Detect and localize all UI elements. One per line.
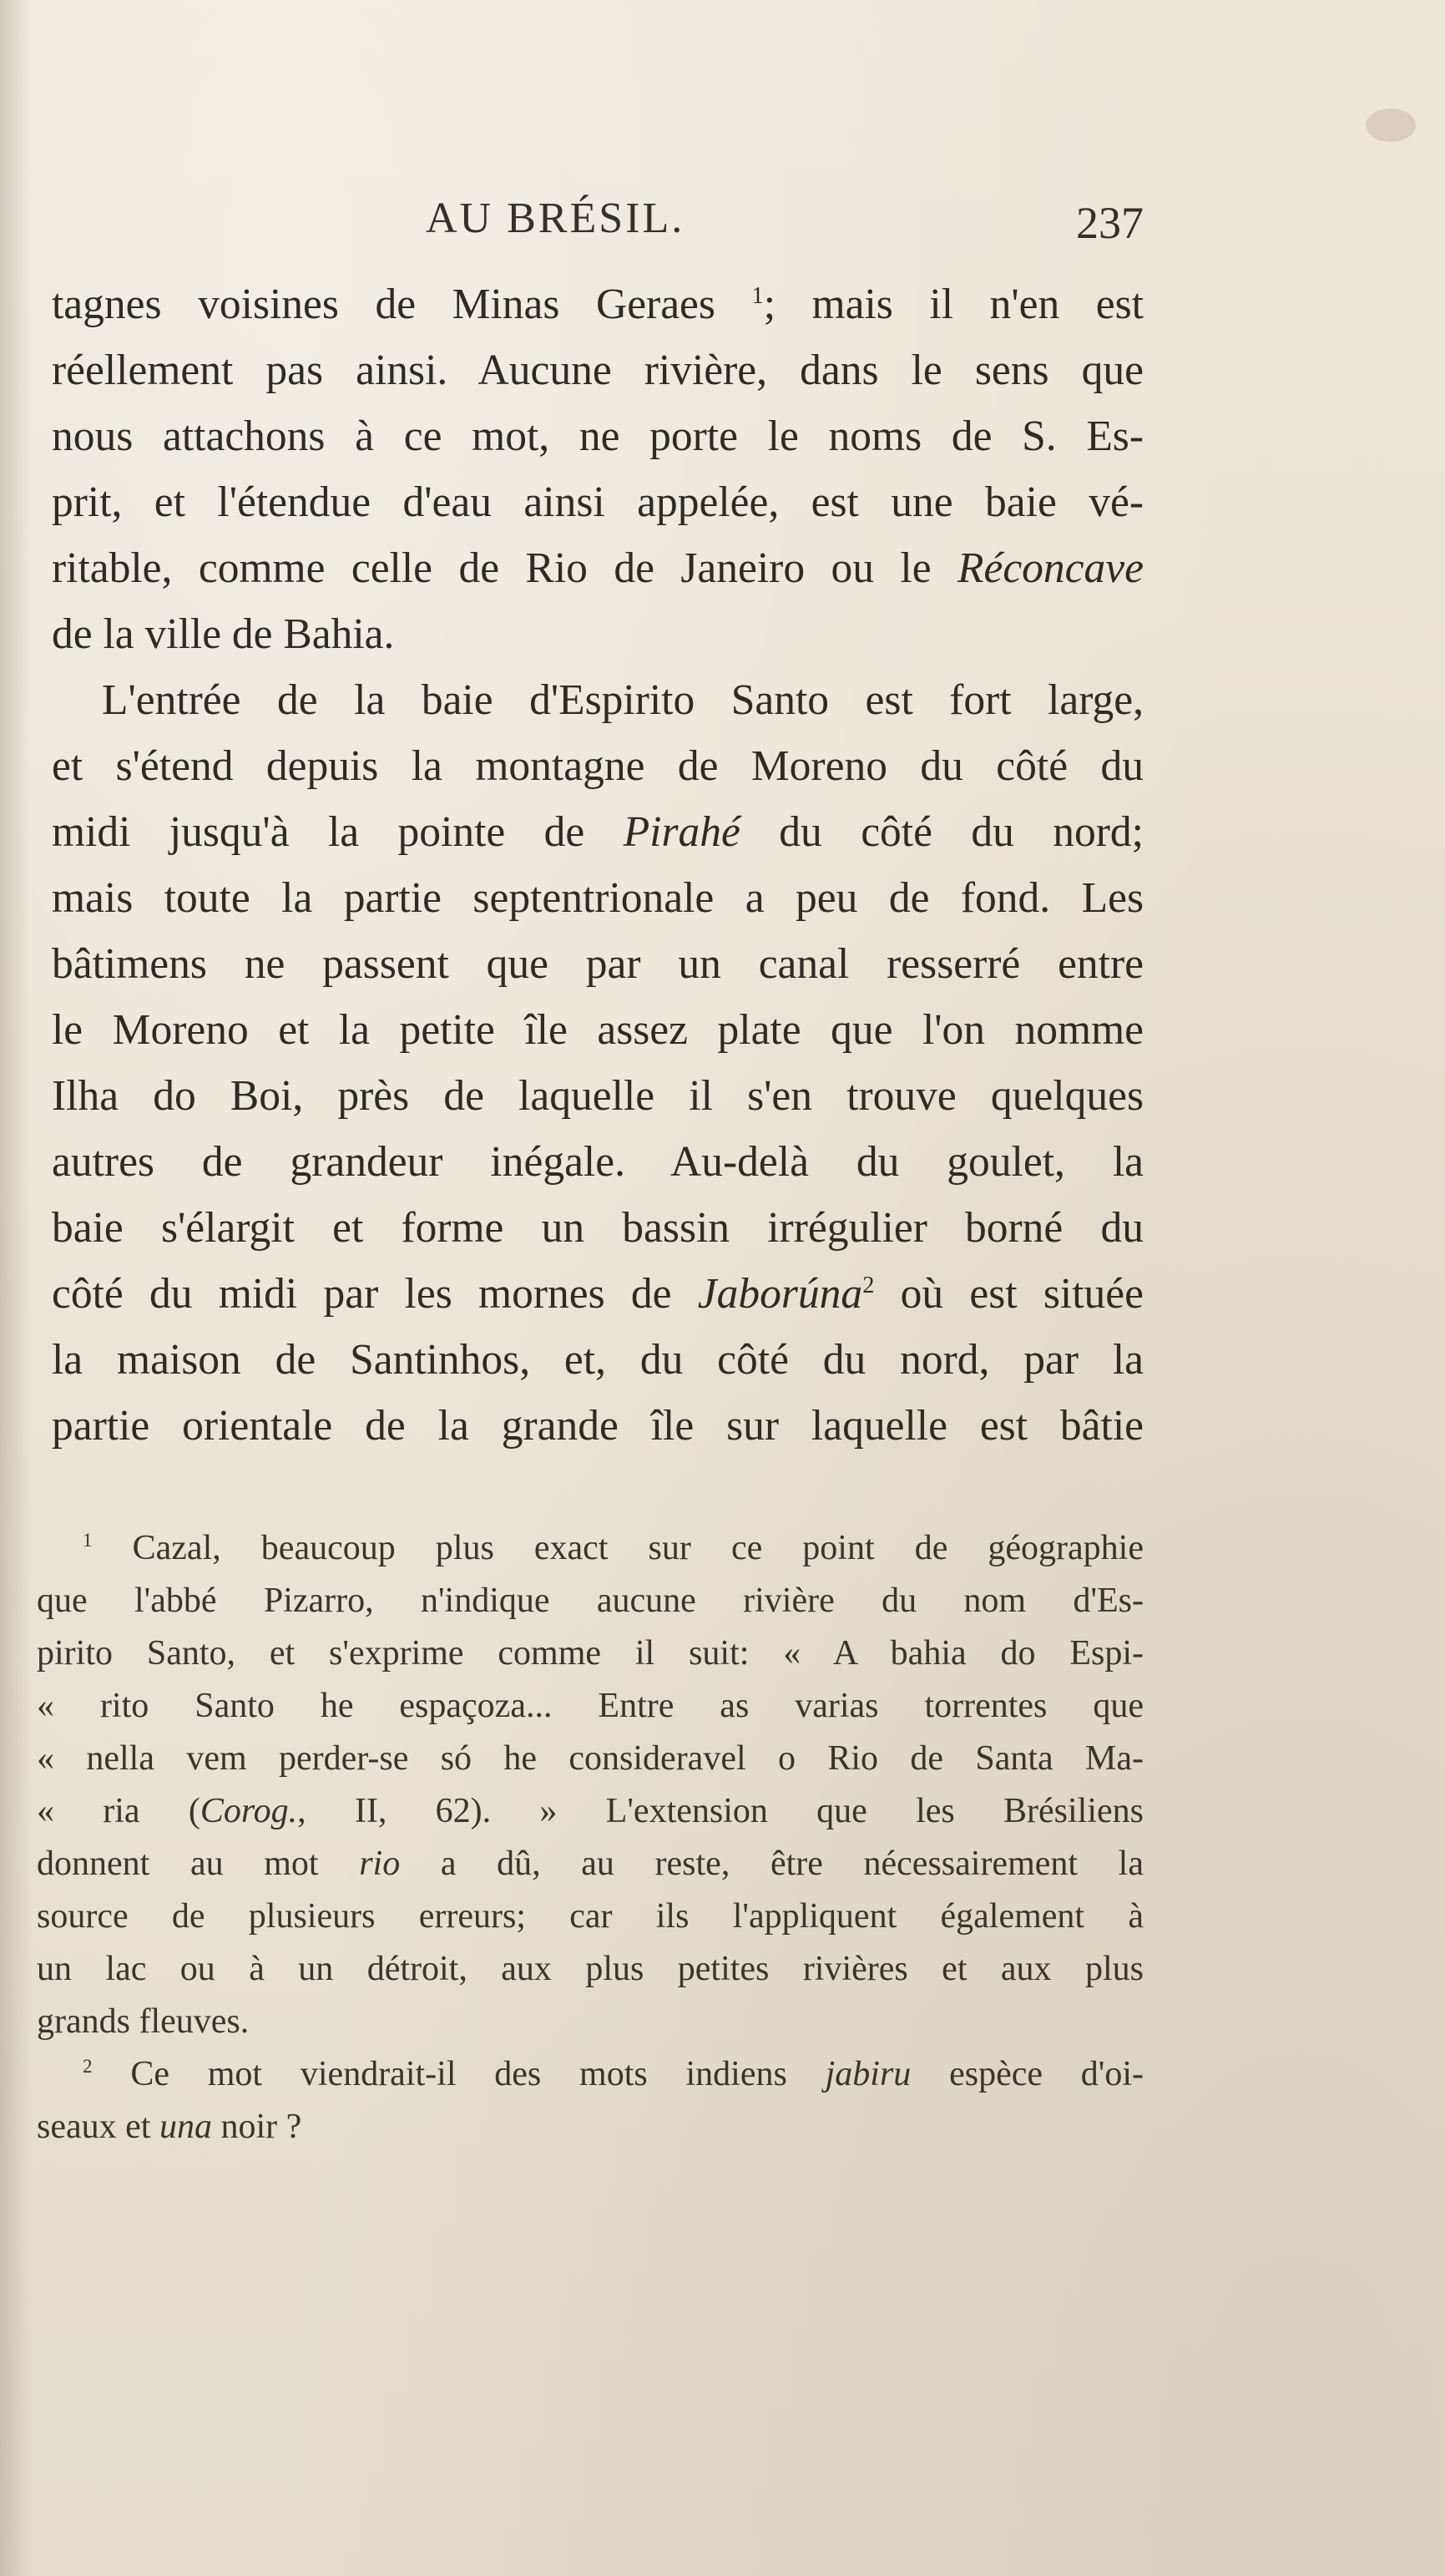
paper-stain — [1366, 109, 1416, 142]
body-line: midi jusqu'à la pointe de Pirahé du côté du nord; — [52, 808, 1144, 856]
body-line: et s'étend depuis la montagne de Moreno du côté du — [52, 742, 1144, 790]
body-line: prit, et l'étendue d'eau ainsi appelée, est une baie vé- — [52, 478, 1144, 526]
body-line: le Moreno et la petite île assez plate que l'on nomme — [52, 1006, 1144, 1054]
footnote-line: seaux et una noir ? — [37, 2108, 302, 2146]
italic-term: Réconcave — [957, 544, 1144, 592]
footnote-line: $^1$ Cazal, beaucoup plus exact sur ce point de géographie — [83, 1529, 1144, 1567]
body-line: nous attachons à ce mot, ne porte le noms de S. Es- — [52, 412, 1144, 460]
footnote-line: « ria (Corog., II, 62). » L'extension que les Brésiliens — [37, 1792, 1144, 1830]
italic-term: rio — [359, 1845, 401, 1883]
body-line: côté du midi par les mornes de Jaborúna$^2$ où est située — [52, 1270, 1144, 1318]
body-line: partie orientale de la grande île sur laquelle est bâtie — [52, 1402, 1144, 1450]
italic-term: Pirahé — [623, 808, 740, 856]
body-line: baie s'élargit et forme un bassin irrégulier borné du — [52, 1204, 1144, 1252]
page-header — [50, 194, 1144, 261]
footnote-ref: 2 — [862, 1272, 875, 1298]
italic-term: Corog. — [200, 1792, 298, 1830]
body-line: bâtimens ne passent que par un canal resserré entre — [52, 940, 1144, 988]
body-text — [52, 271, 1144, 1459]
body-line: de la ville de Bahia. — [52, 610, 395, 658]
body-line: ritable, comme celle de Rio de Janeiro ou le Réconcave — [52, 544, 1144, 592]
footnote-line: « rito Santo he espaçoza... Entre as varias torrentes que — [37, 1687, 1144, 1725]
footnote-line: pirito Santo, et s'exprime comme il suit: « A bahia do Espi- — [37, 1634, 1144, 1673]
running-head: AU BRÉSIL. — [426, 195, 685, 242]
footnotes — [37, 1522, 1144, 2153]
page-number: 237 — [1076, 198, 1144, 248]
body-line: réellement pas ainsi. Aucune rivière, dans le sens que — [52, 347, 1144, 394]
body-line: la maison de Santinhos, et, du côté du nord, par la — [52, 1336, 1144, 1384]
body-line: Ilha do Boi, près de laquelle il s'en trouve quelques — [52, 1072, 1144, 1120]
gutter-shadow — [0, 0, 32, 2576]
footnote-line: source de plusieurs erreurs; car ils l'appliquent également à — [37, 1897, 1144, 1936]
footnote-marker: 2 — [83, 2055, 93, 2077]
body-line: L'entrée de la baie d'Espirito Santo est fort large, — [102, 676, 1144, 724]
body-line: mais toute la partie septentrionale a peu de fond. Les — [52, 874, 1144, 922]
italic-term: una — [159, 2108, 212, 2146]
footnote-ref: 1 — [751, 282, 764, 309]
footnote-line: « nella vem perder-se só he consideravel o Rio de Santa Ma- — [37, 1739, 1144, 1778]
body-line: tagnes voisines de Minas Geraes $^1$; mais il n'en est — [52, 281, 1144, 328]
italic-term: Jaborúna — [697, 1270, 863, 1318]
footnote-marker: 1 — [83, 1529, 93, 1551]
footnote-line: $^2$ Ce mot viendrait-il des mots indiens jabiru espèce d'oi- — [83, 2055, 1144, 2093]
footnote-line: donnent au mot rio a dû, au reste, être nécessairement la — [37, 1845, 1144, 1883]
footnote-line: un lac ou à un détroit, aux plus petites rivières et aux plus — [37, 1950, 1144, 1988]
italic-term: jabiru — [825, 2055, 912, 2093]
footnote-line: que l'abbé Pizarro, n'indique aucune rivière du nom d'Es- — [37, 1582, 1144, 1620]
footnote-line: grands fleuves. — [37, 2002, 250, 2041]
body-line: autres de grandeur inégale. Au-delà du goulet, la — [52, 1138, 1144, 1186]
